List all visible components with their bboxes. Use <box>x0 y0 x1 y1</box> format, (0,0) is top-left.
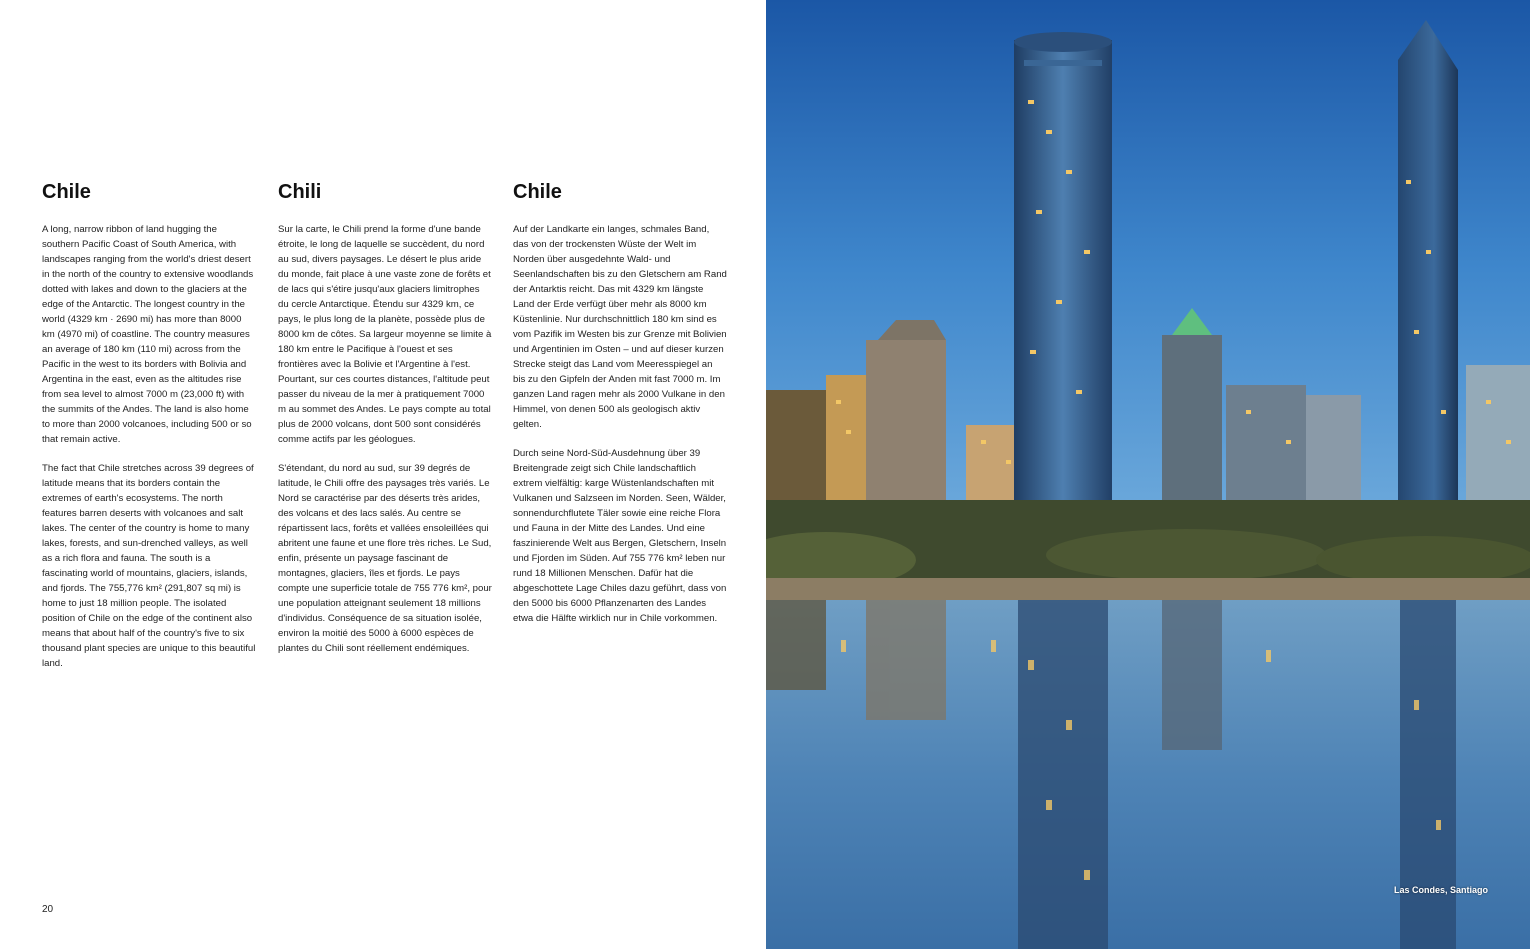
skyline-illustration <box>766 0 1530 949</box>
german-paragraph-1: Auf der Landkarte ein langes, schmales Band, das von der trockensten Wüste der Welt im Norden über ausgedehnte Wald- und Seenlandschaften bis zu den Gletschern am Rand der Antarktis reicht. Das mit 4329 km längste Land der Erde verfügt über mehr als 8000 km Küstenlinie. Nur durchschnittlich 180 km sind es vom Pazifik im Westen bis zur Grenze mit Bolivien und Argentinien im Osten – und auf dieser kurzen Strecke steigt das Land vom Meeresspiegel an bis zu den Gipfeln der Anden mit fast 7000 m. Im ganzen Land ragen mehr als 2000 Vulkane in den Himmel, von denen 500 als geologisch aktiv gelten. <box>513 224 727 430</box>
page-number: 20 <box>42 904 54 915</box>
french-paragraph-2: S'étendant, du nord au sud, sur 39 degrés de latitude, le Chili offre des paysages très variés. Le Nord se caractérise par des déserts très arides, des volcans et des lacs salés. Au centre se répartissent lacs, forêts et vallées ensoleillées qui abritent une faune et une flore très riches. Le Sud, enfin, présente un paysage fascinant de montagnes, glaciers, îles et fjords. Le pays compte une superficie totale de 755 776 km², pour une population atteignant seulement 18 millions d'individus. Conséquence de sa situation isolée, environ la moitié des 5000 à 6000 espèces de plantes du Chili sont réellement endémiques. <box>278 463 492 654</box>
column-french <box>278 178 492 670</box>
photo-caption: Las Condes, Santiago <box>1393 885 1488 895</box>
park-vegetation <box>766 500 1530 600</box>
column-english <box>42 178 256 685</box>
french-paragraph-1: Sur la carte, le Chili prend la forme d'une bande étroite, le long de laquelle se succèdent, du nord au sud, divers paysages. Le désert le plus aride du monde, fait place à une vaste zone de forêts et de lacs qui s'étire jusqu'aux glaciers limitrophes du cercle Antarctique. Étendu sur 4329 km, ce pays, le plus long de la planète, possède plus de 8000 km de côtes. Sa largeur moyenne se limite à 180 km entre le Pacifique à l'ouest et ses frontières avec la Bolivie et l'Argentine à l'est. Pourtant, sur ces courtes distances, l'altitude peut passer du niveau de la mer à pratiquement 7000 m au sommet des Andes. Le pays compte au total plus de 2000 volcans, dont 500 sont considérés comme actifs par les géologues. <box>278 224 492 445</box>
pointed-tower <box>1398 20 1458 505</box>
german-paragraph-2: Durch seine Nord-Süd-Ausdehnung über 39 Breitengrade zeigt sich Chile landschaftlich extrem vielfältig: karge Wüstenlandschaften mit Vulkanen und Salzseen im Norden. Seen, Wälder, sonnendurchflutete Täler sowie eine reiche Flora und Fauna in der Mitte des Landes. Und eine faszinierende Welt aus Bergen, Gletschern, Inseln und Fjorden im Süden. Auf 755 776 km² leben nur rund 18 Millionen Menschen. Dafür hat die abgeschottete Lage Chiles dazu geführt, dass von den 5000 bis 6000 Pflanzenarten des Landes etwa die Hälfte wirklich nur in Chile vorkommen. <box>513 448 727 624</box>
city-photo <box>766 0 1530 949</box>
french-title: Chili <box>278 181 322 203</box>
english-paragraph-2: The fact that Chile stretches across 39 degrees of latitude means that its borders contain the extremes of earth's ecosystems. The north features barren deserts with volcanoes and salt lakes. The center of the country is home to many lakes, forests, and sun-drenched valleys, as well as a rich flora and fauna. The south is a fascinating world of mountains, glaciers, islands, and fjords. The 755,776 km² (291,807 sq mi) is home to just 18 million people. The isolated position of Chile on the edge of the continent also means that about half of the country's five to six thousand plant species are unique to this beautiful land. <box>42 463 256 669</box>
german-title: Chile <box>513 181 562 203</box>
english-paragraph-1: A long, narrow ribbon of land hugging the southern Pacific Coast of South America, with landscapes ranging from the world's driest desert in the north of the country to extensive woodlands dotted with lakes and down to the glaciers at the edge of the Antarctic. The longest country in the world (4329 km · 2690 mi) has more than 8000 km (4970 mi) of coastline. The country measures an average of 180 km (110 mi) across from the Pacific in the west to its borders with Bolivia and Argentina in the east, even as the altitudes rise from sea level to almost 7000 m (23,000 ft) with the summits of the Andes. The land is also home to more than 2000 volcanoes, including 500 or so that remain active. <box>42 224 254 445</box>
column-german <box>513 178 727 640</box>
english-title: Chile <box>42 181 91 203</box>
